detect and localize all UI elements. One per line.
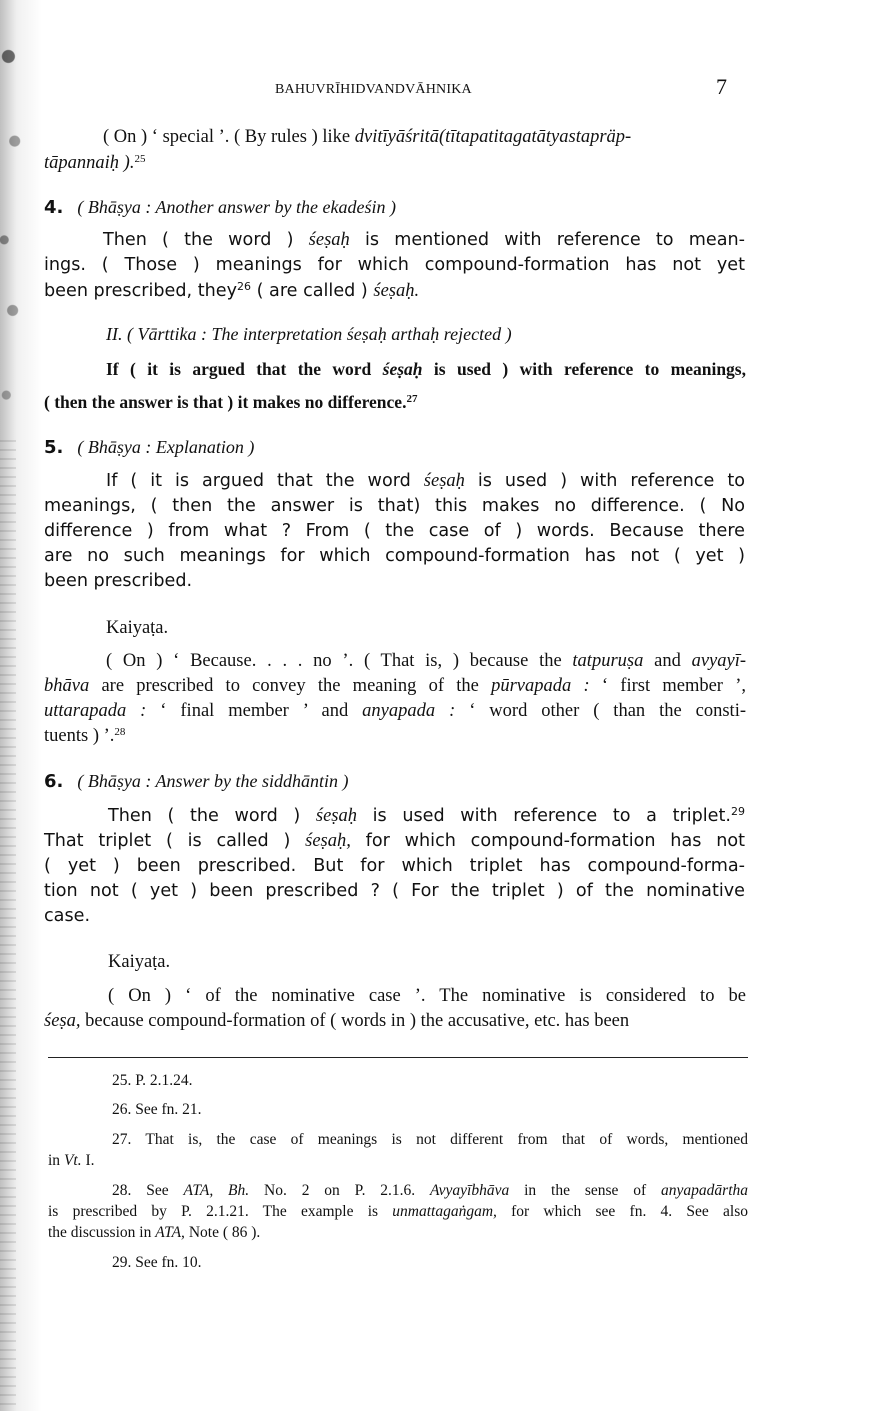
section-4-heading: 4. ( Bhāṣya : Another answer by the ekadeśin ) xyxy=(44,197,396,218)
section-6-line-2: That triplet ( is called ) śeṣaḥ, for which compound-formation has not xyxy=(44,831,746,851)
footnote-28-line-1: 28. See ATA, Bh. No. 2 on P. 2.1.6. Avyayībhāva in the sense of anyapadārtha xyxy=(112,1182,748,1199)
intro-line-1: ( On ) ‘ special ’. ( By rules ) like dvitīyāśritā(tītapatitagatātyastapräp- xyxy=(103,127,632,147)
kaiyata-1-line-4: tuents ) ’.$^{28}$ xyxy=(44,726,126,746)
vartika-line-2: ( then the answer is that ) it makes no difference.$^{27}$ xyxy=(44,392,418,412)
footnote-27-line-1: 27. That is, the case of meanings is not different from that of words, mentioned xyxy=(112,1131,748,1148)
section-5-line-2: meanings, ( then the answer is that) this makes no difference. ( No xyxy=(44,496,745,516)
footnote-28-line-3: the discussion in ATA, Note ( 86 ). xyxy=(48,1224,261,1241)
section-5-line-1: If ( it is argued that the word śeṣaḥ is used ) with reference to xyxy=(106,471,745,491)
footnote-27-line-2: in Vt. I. xyxy=(48,1152,95,1169)
kaiyata-label-1: Kaiyaṭa. xyxy=(106,618,169,638)
kaiyata-2-line-2: śeṣa, because compound-formation of ( words in ) the accusative, etc. has been xyxy=(44,1011,630,1031)
section-6-line-3: ( yet ) been prescribed. But for which triplet has compound-forma- xyxy=(44,856,745,876)
footnote-separator xyxy=(48,1057,748,1058)
kaiyata-label-2: Kaiyaṭa. xyxy=(108,952,171,972)
section-4-line-1: Then ( the word ) śeṣaḥ is mentioned with reference to mean- xyxy=(103,230,745,250)
section-5-line-5: been prescribed. xyxy=(44,571,193,591)
section-6-line-4: tion not ( yet ) been prescribed ? ( For the triplet ) of the nominative xyxy=(44,881,745,901)
intro-line-2: tāpannaiḥ ).$^{25}$ xyxy=(44,153,146,173)
section-5-heading: 5. ( Bhāṣya : Explanation ) xyxy=(44,437,255,458)
kaiyata-2-line-1: ( On ) ‘ of the nominative case ’. The nominative is considered to be xyxy=(108,986,746,1006)
section-4-line-3: been prescribed, they$^{26}$ ( are called ) śeṣaḥ. xyxy=(44,280,420,301)
page-number: 7 xyxy=(716,74,727,99)
section-6-line-5: case. xyxy=(44,906,91,926)
kaiyata-1-line-2: bhāva are prescribed to convey the meaning of the pūrvapada : ‘ first member ’, xyxy=(44,676,746,696)
footnote-26: 26. See fn. 21. xyxy=(112,1101,202,1118)
vartika-title: II. ( Vārttika : The interpretation śeṣaḥ arthaḥ rejected ) xyxy=(106,324,512,344)
section-6-line-1: Then ( the word ) śeṣaḥ is used with reference to a triplet.$^{29}$ xyxy=(108,805,745,826)
footnote-25: 25. P. 2.1.24. xyxy=(112,1072,193,1089)
running-head: BAHUVRĪHIDVANDVĀHNIKA xyxy=(275,82,472,97)
kaiyata-1-line-3: uttarapada : ‘ final member ’ and anyapada : ‘ word other ( than the consti- xyxy=(44,701,746,721)
footnote-29: 29. See fn. 10. xyxy=(112,1254,202,1271)
kaiyata-1-line-1: ( On ) ‘ Because. . . . no ’. ( That is, ) because the tatpuruṣa and avyayī- xyxy=(106,651,746,671)
section-5-line-3: difference ) from what ? From ( the case of ) words. Because there xyxy=(44,521,745,541)
section-6-heading: 6. ( Bhāṣya : Answer by the siddhāntin ) xyxy=(44,771,349,792)
scan-noise-edge xyxy=(0,440,16,1411)
section-4-line-2: ings. ( Those ) meanings for which compound-formation has not yet xyxy=(44,255,745,275)
section-5-line-4: are no such meanings for which compound-formation has not ( yet ) xyxy=(44,546,745,566)
vartika-line-1: If ( it is argued that the word śeṣaḥ is used ) with reference to meanings, xyxy=(106,359,746,379)
footnote-28-line-2: is prescribed by P. 2.1.21. The example is unmattagaṅgam, for which see fn. 4. See also xyxy=(48,1203,748,1220)
